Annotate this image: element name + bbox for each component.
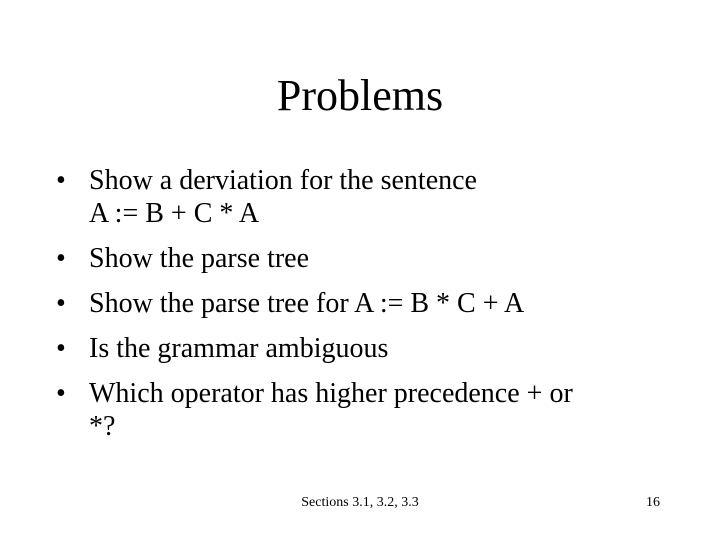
bullet-text [89,332,676,365]
bullet-marker: • [56,333,66,364]
bullet-text [89,242,676,275]
footer-section-reference: Sections 3.1, 3.2, 3.3 [301,495,419,510]
bullet-marker: • [56,243,66,274]
bullet-marker: • [56,288,66,319]
bullet-line: Show the parse tree [89,243,310,274]
bullet-line: Is the grammar ambiguous [89,333,389,364]
bullet-line: Show the parse tree for A := B * C + A [89,288,525,319]
bullet-item [56,287,676,320]
bullet-line: *? [89,411,116,442]
page-number: 16 [646,495,660,510]
bullet-text [89,377,676,443]
bullet-line: Which operator has higher precedence + or [89,378,573,409]
bullet-item [56,377,676,443]
bullet-line: A := B + C * A [89,198,260,229]
bullet-item [56,242,676,275]
bullet-marker: • [56,378,66,409]
bullet-list [56,164,676,455]
bullet-marker: • [56,165,66,196]
bullet-text [89,287,676,320]
bullet-line: Show a derviation for the sentence [89,165,477,196]
bullet-text [89,164,676,230]
bullet-item [56,332,676,365]
slide-title: Problems [276,71,444,120]
bullet-item [56,164,676,230]
